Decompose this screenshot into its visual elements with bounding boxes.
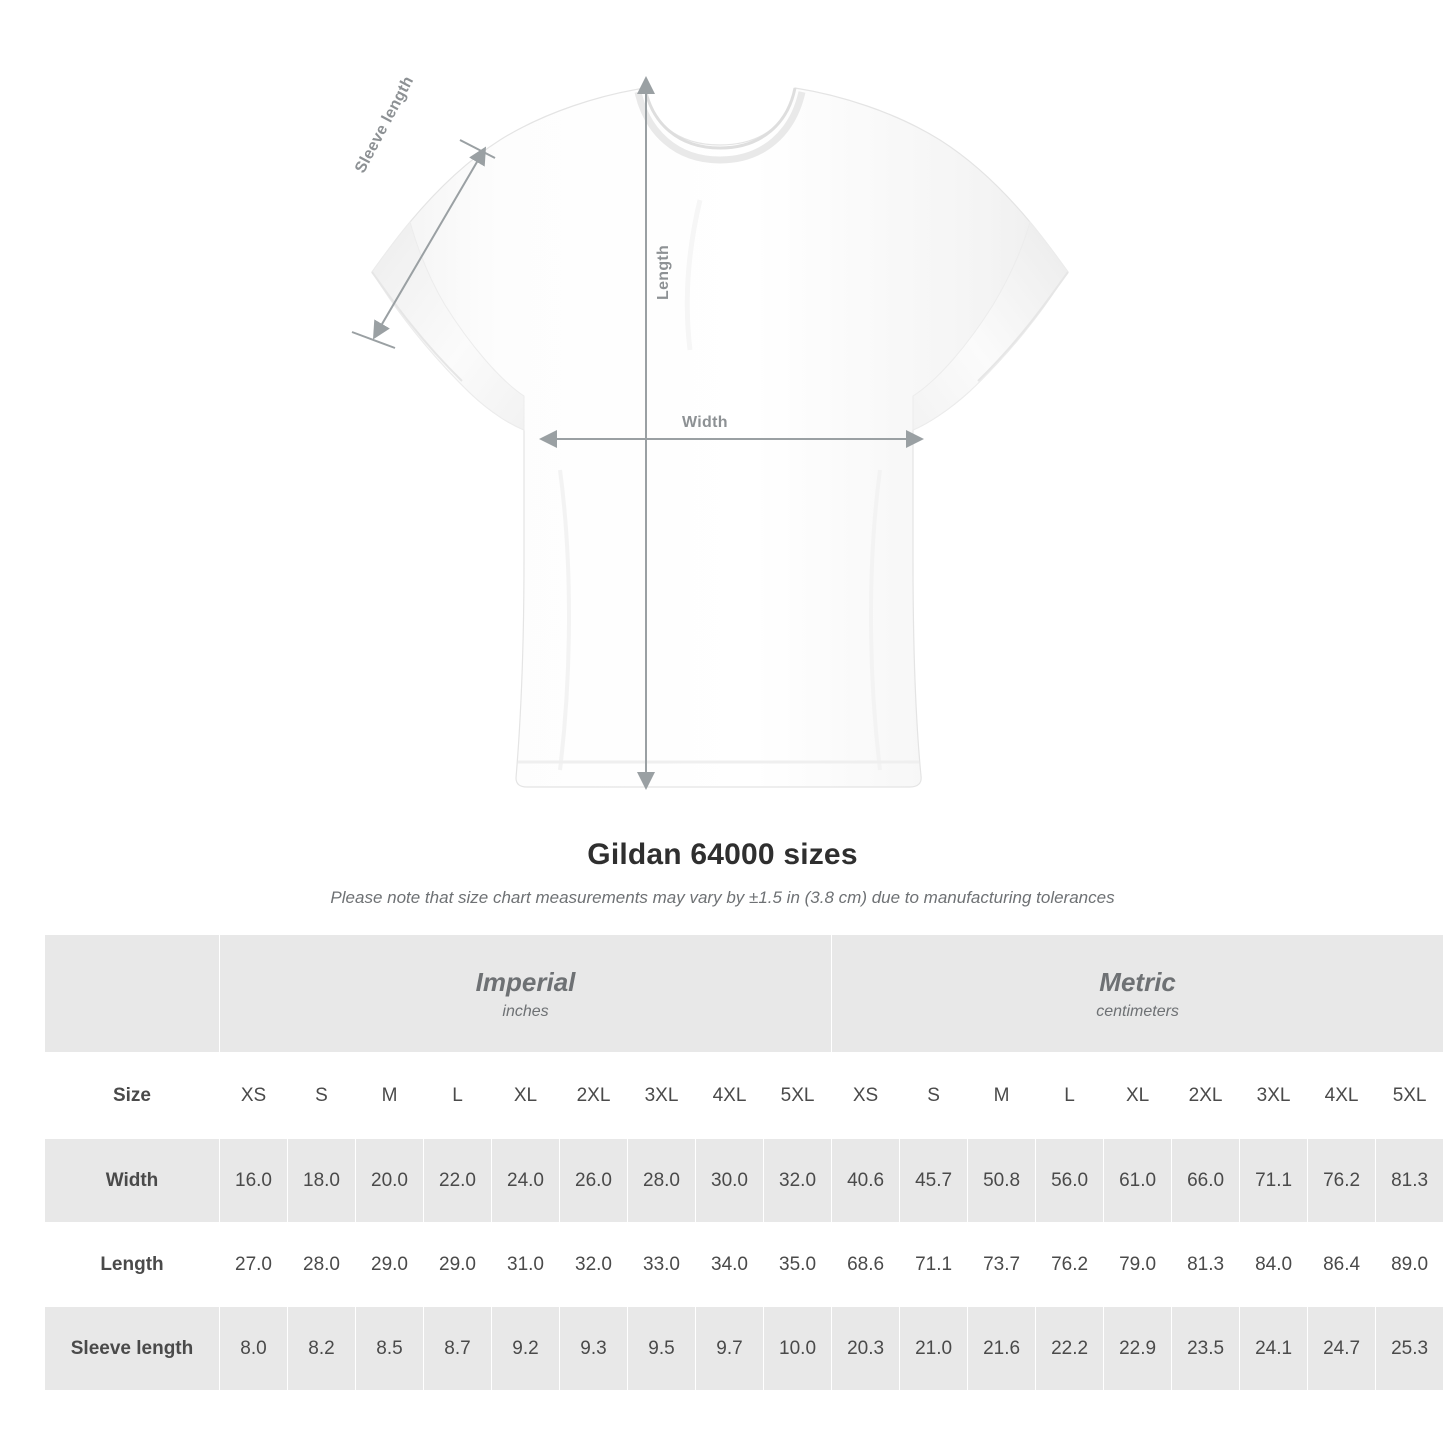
cell: 8.2 bbox=[288, 1307, 356, 1391]
cell: 40.6 bbox=[832, 1139, 900, 1223]
table-row bbox=[45, 1223, 1444, 1307]
cell: 31.0 bbox=[492, 1223, 560, 1307]
cell: 29.0 bbox=[356, 1223, 424, 1307]
cell: 8.5 bbox=[356, 1307, 424, 1391]
cell: 71.1 bbox=[1240, 1139, 1308, 1223]
size-header-cell: M bbox=[968, 1053, 1036, 1139]
size-table bbox=[44, 934, 1444, 1391]
imperial-sublabel: inches bbox=[502, 1002, 549, 1020]
cell: 9.7 bbox=[696, 1307, 764, 1391]
size-header-cell: 3XL bbox=[628, 1053, 696, 1139]
shirt-shape bbox=[372, 88, 1068, 787]
cell: 25.3 bbox=[1376, 1307, 1444, 1391]
cell: 18.0 bbox=[288, 1139, 356, 1223]
cell: 81.3 bbox=[1172, 1223, 1240, 1307]
size-header-cell: 3XL bbox=[1240, 1053, 1308, 1139]
cell: 35.0 bbox=[764, 1223, 832, 1307]
cell: 20.3 bbox=[832, 1307, 900, 1391]
cell: 81.3 bbox=[1376, 1139, 1444, 1223]
imperial-label: Imperial bbox=[475, 967, 576, 998]
size-header-cell: 4XL bbox=[696, 1053, 764, 1139]
cell: 30.0 bbox=[696, 1139, 764, 1223]
cell: 71.1 bbox=[900, 1223, 968, 1307]
length-dimension-label: Length bbox=[655, 244, 672, 300]
cell: 50.8 bbox=[968, 1139, 1036, 1223]
units-header-row bbox=[45, 935, 1444, 1053]
size-header-cell: M bbox=[356, 1053, 424, 1139]
size-header-cell: L bbox=[1036, 1053, 1104, 1139]
cell: 27.0 bbox=[220, 1223, 288, 1307]
cell: 32.0 bbox=[560, 1223, 628, 1307]
table-row bbox=[45, 1307, 1444, 1391]
cell: 79.0 bbox=[1104, 1223, 1172, 1307]
cell: 28.0 bbox=[288, 1223, 356, 1307]
imperial-header-cell bbox=[220, 935, 832, 1053]
size-header-cell: 2XL bbox=[560, 1053, 628, 1139]
size-header-cell: XS bbox=[220, 1053, 288, 1139]
cell: 26.0 bbox=[560, 1139, 628, 1223]
tolerance-note: Please note that size chart measurements may vary by ±1.5 in (3.8 cm) due to manufacturing tolerances bbox=[330, 888, 1115, 907]
cell: 56.0 bbox=[1036, 1139, 1104, 1223]
cell: 16.0 bbox=[220, 1139, 288, 1223]
cell: 28.0 bbox=[628, 1139, 696, 1223]
cell: 22.9 bbox=[1104, 1307, 1172, 1391]
cell: 45.7 bbox=[900, 1139, 968, 1223]
width-dimension-label: Width bbox=[682, 414, 728, 431]
metric-header-cell bbox=[832, 935, 1444, 1053]
cell: 24.7 bbox=[1308, 1307, 1376, 1391]
cell: 24.0 bbox=[492, 1139, 560, 1223]
cell: 76.2 bbox=[1308, 1139, 1376, 1223]
cell: 76.2 bbox=[1036, 1223, 1104, 1307]
size-header-cell: XL bbox=[1104, 1053, 1172, 1139]
size-header-cell: S bbox=[288, 1053, 356, 1139]
row-label-length: Length bbox=[45, 1223, 220, 1307]
cell: 73.7 bbox=[968, 1223, 1036, 1307]
cell: 22.0 bbox=[424, 1139, 492, 1223]
cell: 9.5 bbox=[628, 1307, 696, 1391]
cell: 89.0 bbox=[1376, 1223, 1444, 1307]
units-header-spacer bbox=[45, 935, 220, 1053]
cell: 24.1 bbox=[1240, 1307, 1308, 1391]
cell: 20.0 bbox=[356, 1139, 424, 1223]
cell: 21.0 bbox=[900, 1307, 968, 1391]
size-header-cell: 2XL bbox=[1172, 1053, 1240, 1139]
metric-sublabel: centimeters bbox=[1096, 1002, 1179, 1020]
size-header-cell: XS bbox=[832, 1053, 900, 1139]
size-header-cell: 5XL bbox=[1376, 1053, 1444, 1139]
metric-label: Metric bbox=[1099, 967, 1176, 998]
cell: 9.3 bbox=[560, 1307, 628, 1391]
cell: 33.0 bbox=[628, 1223, 696, 1307]
title-block bbox=[0, 838, 1445, 908]
row-label-sleeve-length: Sleeve length bbox=[45, 1307, 220, 1391]
cell: 86.4 bbox=[1308, 1223, 1376, 1307]
size-header-cell: XL bbox=[492, 1053, 560, 1139]
row-label-width: Width bbox=[45, 1139, 220, 1223]
cell: 9.2 bbox=[492, 1307, 560, 1391]
size-header-cell: 5XL bbox=[764, 1053, 832, 1139]
cell: 61.0 bbox=[1104, 1139, 1172, 1223]
cell: 21.6 bbox=[968, 1307, 1036, 1391]
cell: 22.2 bbox=[1036, 1307, 1104, 1391]
cell: 10.0 bbox=[764, 1307, 832, 1391]
size-header-cell: L bbox=[424, 1053, 492, 1139]
cell: 8.7 bbox=[424, 1307, 492, 1391]
page-title: Gildan 64000 sizes bbox=[587, 838, 858, 871]
cell: 29.0 bbox=[424, 1223, 492, 1307]
cell: 32.0 bbox=[764, 1139, 832, 1223]
size-row-label: Size bbox=[45, 1053, 220, 1139]
cell: 84.0 bbox=[1240, 1223, 1308, 1307]
size-table-wrapper bbox=[44, 934, 1429, 1391]
cell: 68.6 bbox=[832, 1223, 900, 1307]
cell: 66.0 bbox=[1172, 1139, 1240, 1223]
sleeve-length-dimension-label: Sleeve length bbox=[352, 73, 418, 176]
cell: 23.5 bbox=[1172, 1307, 1240, 1391]
cell: 34.0 bbox=[696, 1223, 764, 1307]
cell: 8.0 bbox=[220, 1307, 288, 1391]
size-header-cell: S bbox=[900, 1053, 968, 1139]
size-header-cell: 4XL bbox=[1308, 1053, 1376, 1139]
size-header-row bbox=[45, 1053, 1444, 1139]
table-row bbox=[45, 1139, 1444, 1223]
